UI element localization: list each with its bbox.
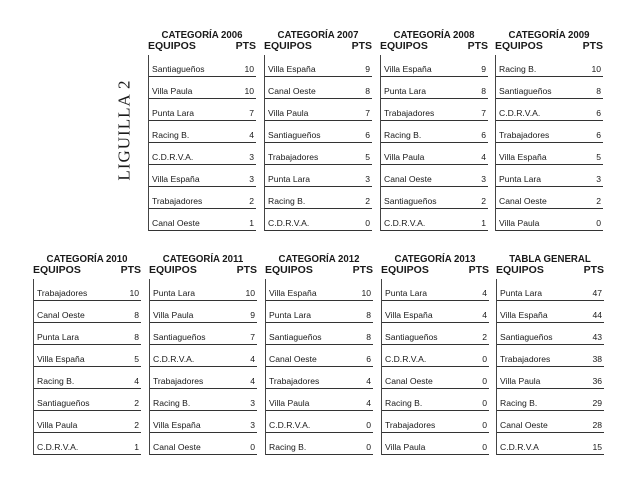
team-points: 8: [134, 332, 139, 342]
table-row: [34, 323, 141, 345]
team-points: 5: [596, 152, 601, 162]
table-title: TABLA GENERAL: [509, 253, 591, 265]
team-points: 2: [365, 196, 370, 206]
column-header-team: EQUIPOS: [265, 264, 313, 276]
table-row: [381, 99, 488, 121]
table-row: [496, 187, 603, 209]
team-name: Villa España: [152, 174, 200, 184]
table-title: CATEGORÍA 2010: [46, 253, 128, 265]
table-row: [34, 279, 141, 301]
team-points: 8: [365, 86, 370, 96]
team-name: Villa Paula: [499, 218, 540, 228]
table-row: [149, 121, 256, 143]
table-body: [265, 279, 373, 455]
table-row: [34, 345, 141, 367]
team-points: 9: [481, 64, 486, 74]
team-points: 6: [481, 130, 486, 140]
team-name: Santiagueños: [269, 332, 322, 342]
team-points: 8: [134, 310, 139, 320]
table-row: [496, 77, 603, 99]
team-name: Canal Oeste: [385, 376, 433, 386]
team-name: Canal Oeste: [500, 420, 548, 430]
column-header-points: PTS: [467, 40, 488, 52]
table-row: [150, 433, 257, 455]
team-name: Punta Lara: [268, 174, 311, 184]
table-title: CATEGORÍA 2013: [394, 253, 476, 265]
team-points: 2: [249, 196, 254, 206]
table-header: [381, 265, 489, 276]
team-points: 4: [481, 152, 486, 162]
table-row: [266, 411, 373, 433]
table-row: [265, 143, 372, 165]
table-row: [382, 279, 489, 301]
table-row: [381, 143, 488, 165]
table-row: [150, 301, 257, 323]
table-row: [150, 323, 257, 345]
team-name: Racing B.: [153, 398, 191, 408]
standings-table: [496, 254, 604, 455]
team-name: Racing B.: [152, 130, 190, 140]
table-body: [381, 279, 489, 455]
team-points: 3: [365, 174, 370, 184]
table-header: [380, 41, 488, 52]
team-points: 3: [481, 174, 486, 184]
table-row: [381, 77, 488, 99]
team-points: 4: [250, 376, 255, 386]
table-body: [33, 279, 141, 455]
team-points: 2: [481, 196, 486, 206]
table-title: CATEGORÍA 2012: [278, 253, 360, 265]
team-points: 0: [596, 218, 601, 228]
table-row: [149, 77, 256, 99]
team-name: Villa Paula: [153, 310, 194, 320]
table-row: [382, 323, 489, 345]
table-body: [496, 279, 604, 455]
column-header-points: PTS: [236, 264, 257, 276]
team-name: C.D.R.V.A.: [385, 354, 427, 364]
team-points: 0: [482, 354, 487, 364]
table-row: [381, 187, 488, 209]
table-row: [382, 389, 489, 411]
table-row: [150, 345, 257, 367]
team-points: 7: [250, 332, 255, 342]
table-header: [148, 41, 256, 52]
team-points: 8: [596, 86, 601, 96]
team-name: C.D.R.V.A.: [152, 152, 194, 162]
column-header-team: EQUIPOS: [380, 40, 428, 52]
table-title: CATEGORÍA 2007: [277, 29, 359, 41]
team-points: 4: [366, 376, 371, 386]
table-row: [382, 411, 489, 433]
team-name: Santiagueños: [385, 332, 438, 342]
team-name: Punta Lara: [385, 288, 428, 298]
column-header-team: EQUIPOS: [381, 264, 429, 276]
table-row: [149, 99, 256, 121]
team-points: 4: [249, 130, 254, 140]
table-row: [497, 345, 604, 367]
table-row: [382, 301, 489, 323]
team-name: Canal Oeste: [152, 218, 200, 228]
team-name: Racing B.: [384, 130, 422, 140]
table-row: [149, 209, 256, 231]
team-points: 8: [366, 310, 371, 320]
column-header-points: PTS: [582, 40, 603, 52]
team-name: C.D.R.V.A.: [269, 420, 311, 430]
team-points: 8: [366, 332, 371, 342]
team-name: Trabajadores: [269, 376, 320, 386]
table-row: [381, 55, 488, 77]
table-row: [150, 389, 257, 411]
table-row: [266, 345, 373, 367]
table-row: [381, 209, 488, 231]
team-name: Canal Oeste: [268, 86, 316, 96]
table-header: [33, 265, 141, 276]
team-name: Racing B.: [37, 376, 75, 386]
table-row: [497, 279, 604, 301]
team-name: Santiagueños: [384, 196, 437, 206]
team-points: 10: [129, 288, 139, 298]
column-header-points: PTS: [583, 264, 604, 276]
table-row: [496, 121, 603, 143]
table-row: [150, 279, 257, 301]
team-name: Trabajadores: [152, 196, 203, 206]
column-header-team: EQUIPOS: [264, 40, 312, 52]
table-row: [497, 411, 604, 433]
team-points: 0: [482, 398, 487, 408]
table-row: [382, 367, 489, 389]
table-row: [496, 209, 603, 231]
table-body: [495, 55, 603, 231]
team-points: 0: [482, 442, 487, 452]
standings-table: [148, 30, 256, 231]
table-header: [495, 41, 603, 52]
team-name: Trabajadores: [153, 376, 204, 386]
team-points: 9: [365, 64, 370, 74]
table-row: [265, 209, 372, 231]
team-name: Villa España: [499, 152, 547, 162]
team-points: 0: [482, 376, 487, 386]
team-points: 10: [591, 64, 601, 74]
team-points: 28: [592, 420, 602, 430]
table-row: [266, 323, 373, 345]
team-name: C.D.R.V.A.: [153, 354, 195, 364]
team-points: 36: [592, 376, 602, 386]
team-points: 3: [249, 174, 254, 184]
table-header: [149, 265, 257, 276]
team-points: 1: [249, 218, 254, 228]
team-points: 5: [365, 152, 370, 162]
table-row: [265, 77, 372, 99]
team-points: 2: [134, 398, 139, 408]
team-name: Villa España: [269, 288, 317, 298]
table-body: [149, 279, 257, 455]
team-name: Racing B.: [385, 398, 423, 408]
team-points: 8: [481, 86, 486, 96]
team-points: 4: [482, 310, 487, 320]
team-name: Punta Lara: [500, 288, 543, 298]
side-title: [113, 80, 137, 180]
table-row: [266, 433, 373, 455]
team-name: Racing B.: [269, 442, 307, 452]
team-name: Villa España: [500, 310, 548, 320]
standings-table: [381, 254, 489, 455]
standings-table: [380, 30, 488, 231]
team-points: 0: [366, 442, 371, 452]
team-points: 5: [134, 354, 139, 364]
table-title: CATEGORÍA 2006: [161, 29, 243, 41]
team-name: Villa Paula: [384, 152, 425, 162]
team-name: Villa Paula: [500, 376, 541, 386]
column-header-team: EQUIPOS: [33, 264, 81, 276]
table-row: [381, 165, 488, 187]
team-points: 44: [592, 310, 602, 320]
team-points: 3: [250, 398, 255, 408]
table-body: [264, 55, 372, 231]
table-row: [497, 433, 604, 455]
team-name: Racing B.: [499, 64, 537, 74]
team-name: Villa Paula: [37, 420, 78, 430]
team-points: 3: [249, 152, 254, 162]
table-row: [149, 187, 256, 209]
table-row: [265, 121, 372, 143]
team-points: 4: [134, 376, 139, 386]
table-row: [265, 165, 372, 187]
table-row: [497, 301, 604, 323]
table-title: CATEGORÍA 2011: [162, 253, 244, 265]
column-header-team: EQUIPOS: [496, 264, 544, 276]
table-row: [34, 389, 141, 411]
table-body: [380, 55, 488, 231]
table-row: [496, 143, 603, 165]
table-row: [34, 367, 141, 389]
team-name: Canal Oeste: [153, 442, 201, 452]
table-header: [265, 265, 373, 276]
team-points: 7: [481, 108, 486, 118]
standings-table: [495, 30, 603, 231]
column-header-points: PTS: [352, 264, 373, 276]
team-name: Santiagueños: [500, 332, 553, 342]
table-row: [266, 301, 373, 323]
column-header-points: PTS: [235, 40, 256, 52]
team-name: Canal Oeste: [499, 196, 547, 206]
team-points: 10: [245, 288, 255, 298]
team-points: 4: [366, 398, 371, 408]
team-name: Trabajadores: [499, 130, 550, 140]
team-name: Trabajadores: [37, 288, 88, 298]
team-name: Santiagueños: [37, 398, 90, 408]
team-points: 47: [592, 288, 602, 298]
team-points: 6: [366, 354, 371, 364]
table-row: [497, 389, 604, 411]
team-points: 0: [250, 442, 255, 452]
team-name: Punta Lara: [153, 288, 196, 298]
team-name: Punta Lara: [499, 174, 542, 184]
team-name: Santiagueños: [499, 86, 552, 96]
team-name: Punta Lara: [269, 310, 312, 320]
table-row: [34, 411, 141, 433]
team-name: Racing B.: [500, 398, 538, 408]
team-points: 3: [250, 420, 255, 430]
team-points: 4: [250, 354, 255, 364]
table-row: [497, 367, 604, 389]
column-header-team: EQUIPOS: [148, 40, 196, 52]
team-points: 43: [592, 332, 602, 342]
team-points: 1: [481, 218, 486, 228]
table-row: [266, 389, 373, 411]
team-points: 3: [596, 174, 601, 184]
team-points: 1: [134, 442, 139, 452]
table-row: [149, 55, 256, 77]
team-name: Villa España: [268, 64, 316, 74]
team-name: Canal Oeste: [269, 354, 317, 364]
team-points: 15: [592, 442, 602, 452]
column-header-points: PTS: [120, 264, 141, 276]
team-name: Punta Lara: [152, 108, 195, 118]
team-name: Villa Paula: [269, 398, 310, 408]
team-name: Canal Oeste: [384, 174, 432, 184]
column-header-points: PTS: [351, 40, 372, 52]
team-name: Villa Paula: [152, 86, 193, 96]
team-points: 7: [365, 108, 370, 118]
column-header-points: PTS: [468, 264, 489, 276]
table-header: [496, 265, 604, 276]
table-row: [266, 367, 373, 389]
column-header-team: EQUIPOS: [149, 264, 197, 276]
table-title: CATEGORÍA 2009: [508, 29, 590, 41]
team-name: Punta Lara: [37, 332, 80, 342]
standings-table: [149, 254, 257, 455]
team-name: Villa España: [384, 64, 432, 74]
table-row: [34, 433, 141, 455]
table-row: [266, 279, 373, 301]
table-row: [381, 121, 488, 143]
table-body: [148, 55, 256, 231]
team-points: 10: [244, 86, 254, 96]
team-name: C.D.R.V.A: [500, 442, 539, 452]
team-name: C.D.R.V.A.: [37, 442, 79, 452]
team-name: Santiagueños: [152, 64, 205, 74]
table-row: [496, 165, 603, 187]
table-row: [497, 323, 604, 345]
team-points: 0: [482, 420, 487, 430]
table-row: [265, 55, 372, 77]
team-points: 7: [249, 108, 254, 118]
team-points: 10: [361, 288, 371, 298]
team-name: Punta Lara: [384, 86, 427, 96]
team-name: Villa España: [153, 420, 201, 430]
column-header-team: EQUIPOS: [495, 40, 543, 52]
table-row: [265, 99, 372, 121]
table-row: [149, 143, 256, 165]
table-header: [264, 41, 372, 52]
table-row: [34, 301, 141, 323]
team-points: 6: [596, 130, 601, 140]
team-name: C.D.R.V.A.: [268, 218, 310, 228]
team-name: Canal Oeste: [37, 310, 85, 320]
team-name: Trabajadores: [384, 108, 435, 118]
team-points: 6: [596, 108, 601, 118]
team-name: Trabajadores: [500, 354, 551, 364]
team-name: Racing B.: [268, 196, 306, 206]
team-name: Villa Paula: [268, 108, 309, 118]
table-row: [496, 99, 603, 121]
team-points: 29: [592, 398, 602, 408]
team-points: 0: [366, 420, 371, 430]
table-row: [382, 433, 489, 455]
standings-table: [264, 30, 372, 231]
team-points: 10: [244, 64, 254, 74]
team-name: Santiagueños: [153, 332, 206, 342]
team-name: Villa España: [385, 310, 433, 320]
team-points: 9: [250, 310, 255, 320]
table-row: [265, 187, 372, 209]
standings-table: [265, 254, 373, 455]
team-name: C.D.R.V.A.: [384, 218, 426, 228]
team-name: Villa Paula: [385, 442, 426, 452]
team-name: Villa España: [37, 354, 85, 364]
table-row: [496, 55, 603, 77]
team-name: Santiagueños: [268, 130, 321, 140]
table-row: [149, 165, 256, 187]
side-title-text: LIGUILLA 2: [115, 79, 134, 181]
team-points: 6: [365, 130, 370, 140]
standings-table: [33, 254, 141, 455]
team-points: 4: [482, 288, 487, 298]
team-points: 2: [482, 332, 487, 342]
table-title: CATEGORÍA 2008: [393, 29, 475, 41]
team-points: 2: [596, 196, 601, 206]
table-row: [382, 345, 489, 367]
table-row: [150, 367, 257, 389]
team-points: 38: [592, 354, 602, 364]
team-name: Trabajadores: [268, 152, 319, 162]
team-name: C.D.R.V.A.: [499, 108, 541, 118]
table-row: [150, 411, 257, 433]
team-name: Trabajadores: [385, 420, 436, 430]
team-points: 0: [365, 218, 370, 228]
team-points: 2: [134, 420, 139, 430]
